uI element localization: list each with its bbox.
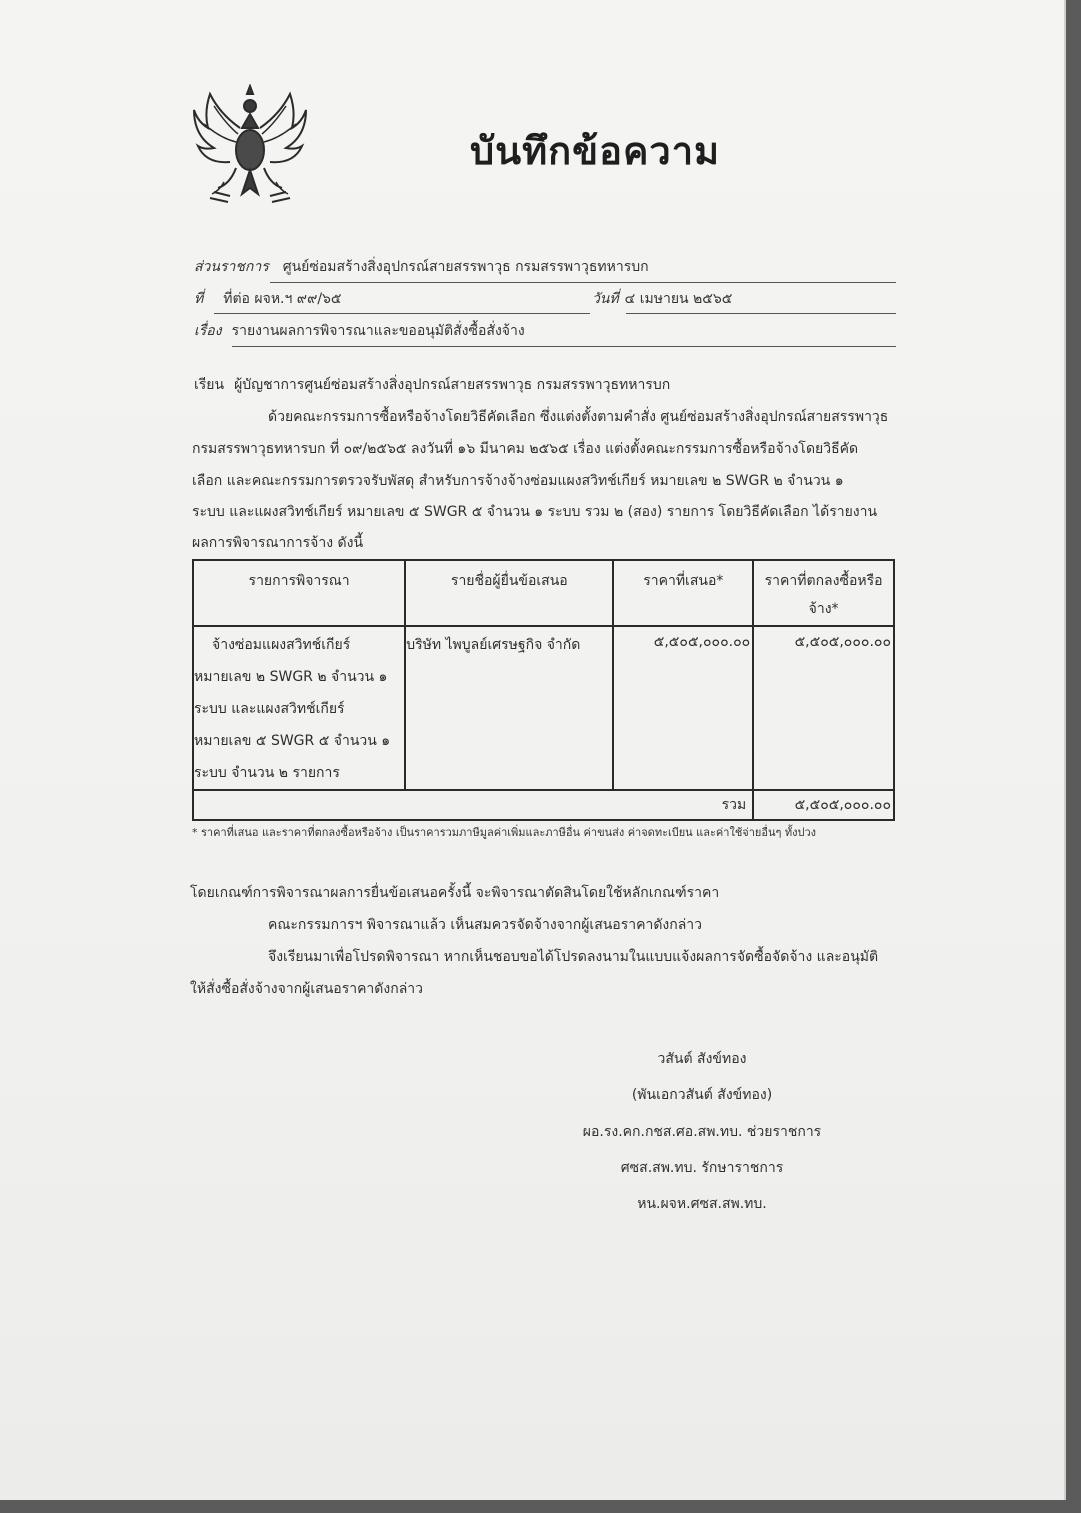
date-field — [592, 288, 732, 310]
closing-line-2: คณะกรรมการฯ พิจารณาแล้ว เห็นสมควรจัดจ้างจากผู้เสนอราคาดังกล่าว — [268, 917, 703, 933]
garuda-emblem-icon — [190, 84, 310, 210]
subject-underline — [232, 346, 896, 347]
body-line-2: กรมสรรพาวุธทหารบก ที่ ๐๙/๒๕๖๕ ลงวันที่ ๑๖ มีนาคม ๒๕๖๕ เรื่อง แต่งตั้งคณะกรรมการซื้อหรือจ้างโดยวิธีคัด — [192, 441, 859, 457]
col-header-agreed — [753, 560, 894, 626]
agency-label: ส่วนราชการ — [194, 259, 269, 275]
date-value: ๔ เมษายน ๒๕๖๕ — [624, 291, 733, 307]
bid-table — [192, 559, 895, 821]
ref-underline — [214, 313, 590, 314]
signature-full-name: (พันเอกวสันต์ สังข์ทอง) — [631, 1087, 773, 1103]
col-header-item: รายการพิจารณา — [193, 560, 405, 626]
bidder-cell: บริษัท ไพบูลย์เศรษฐกิจ จำกัด — [405, 626, 613, 790]
subject-label: เรื่อง — [194, 323, 222, 339]
signature-name: วสันต์ สังข์ทอง — [657, 1051, 747, 1067]
closing-line-1: โดยเกณฑ์การพิจารณาผลการยื่นข้อเสนอครั้งนี้ จะพิจารณาตัดสินโดยใช้หลักเกณฑ์ราคา — [190, 885, 720, 901]
date-label: วันที่ — [592, 291, 619, 307]
table-total-row — [193, 790, 894, 820]
col-header-offered: ราคาที่เสนอ* — [613, 560, 753, 626]
agency-underline — [270, 282, 896, 283]
agency-value: ศูนย์ซ่อมสร้างสิ่งอุปกรณ์สายสรรพาวุธ กรมสรรพาวุธทหารบก — [282, 259, 649, 275]
agreed-price-cell: ๕,๕๐๕,๐๐๐.๐๐ — [753, 626, 894, 790]
ref-value: ที่ต่อ ผจห.ฯ ๙๙/๖๕ — [223, 291, 342, 307]
subject-value: รายงานผลการพิจารณาและขออนุมัติสั่งซื้อสั่งจ้าง — [231, 323, 525, 339]
signature-position-3: หน.ผจห.ศซส.สพ.ทบ. — [637, 1196, 767, 1212]
body-line-5: ผลการพิจารณาการจ้าง ดังนี้ — [192, 535, 364, 551]
to-label: เรียน — [194, 377, 225, 393]
item-line: จ้างซ่อมแผงสวิทช์เกียร์ — [212, 637, 351, 653]
closing-line-4: ให้สั่งซื้อสั่งจ้างจากผู้เสนอราคาดังกล่าว — [190, 981, 424, 997]
table-header-row — [193, 560, 894, 626]
ref-field — [194, 288, 342, 310]
item-line: หมายเลข ๕ SWGR ๕ จำนวน ๑ — [194, 733, 391, 749]
body-line-3: เลือก และคณะกรรมการตรวจรับพัสดุ สำหรับการจ้างจ้างซ่อมแผงสวิทช์เกียร์ หมายเลข ๒ SWGR ๒ จำนวน ๑ — [192, 473, 844, 489]
to-line — [194, 374, 670, 396]
subject-field — [194, 320, 525, 342]
memo-title: บันทึกข้อความ — [470, 129, 721, 173]
offered-price-cell: ๕,๕๐๕,๐๐๐.๐๐ — [613, 626, 753, 790]
agency-field — [194, 256, 649, 278]
col-header-agreed-line-2: จ้าง* — [808, 601, 839, 617]
ref-label: ที่ — [194, 291, 204, 307]
table-row — [193, 626, 894, 790]
date-underline — [626, 313, 896, 314]
body-line-1: ด้วยคณะกรรมการซื้อหรือจ้างโดยวิธีคัดเลือก ซึ่งแต่งตั้งตามคำสั่ง ศูนย์ซ่อมสร้างสิ่งอุปกรณ์สายสรรพาวุธ — [268, 409, 889, 425]
col-header-bidder: รายชื่อผู้ยื่นข้อเสนอ — [405, 560, 613, 626]
col-header-agreed-line-1: ราคาที่ตกลงซื้อหรือ — [764, 573, 883, 589]
body-line-4: ระบบ และแผงสวิทช์เกียร์ หมายเลข ๕ SWGR ๕ จำนวน ๑ ระบบ รวม ๒ (สอง) รายการ โดยวิธีคัดเลือก ได้รายงาน — [192, 504, 878, 520]
signature-position-1: ผอ.รง.คก.กชส.ศอ.สพ.ทบ. ช่วยราชการ — [582, 1124, 822, 1140]
item-cell — [193, 626, 405, 790]
table-footnote: * ราคาที่เสนอ และราคาที่ตกลงซื้อหรือจ้าง เป็นราคารวมภาษีมูลค่าเพิ่มและภาษีอื่น ค่าขนส่ง ค่าจดทะเบียน และค่าใช้จ่ายอื่นๆ ทั้งปวง — [192, 826, 817, 839]
signature-position-2: ศซส.สพ.ทบ. รักษาราชการ — [620, 1160, 784, 1176]
item-line: ระบบ จำนวน ๒ รายการ — [194, 765, 340, 781]
closing-line-3: จึงเรียนมาเพื่อโปรดพิจารณา หากเห็นชอบขอได้โปรดลงนามในแบบแจ้งผลการจัดซื้อจัดจ้าง และอนุมัติ — [268, 949, 879, 965]
total-value: ๕,๕๐๕,๐๐๐.๐๐ — [753, 790, 894, 820]
total-label: รวม — [193, 790, 753, 820]
item-line: หมายเลข ๒ SWGR ๒ จำนวน ๑ — [194, 669, 388, 685]
item-line: ระบบ และแผงสวิทช์เกียร์ — [194, 701, 345, 717]
to-value: ผู้บัญชาการศูนย์ซ่อมสร้างสิ่งอุปกรณ์สายสรรพาวุธ กรมสรรพาวุธทหารบก — [234, 377, 671, 393]
